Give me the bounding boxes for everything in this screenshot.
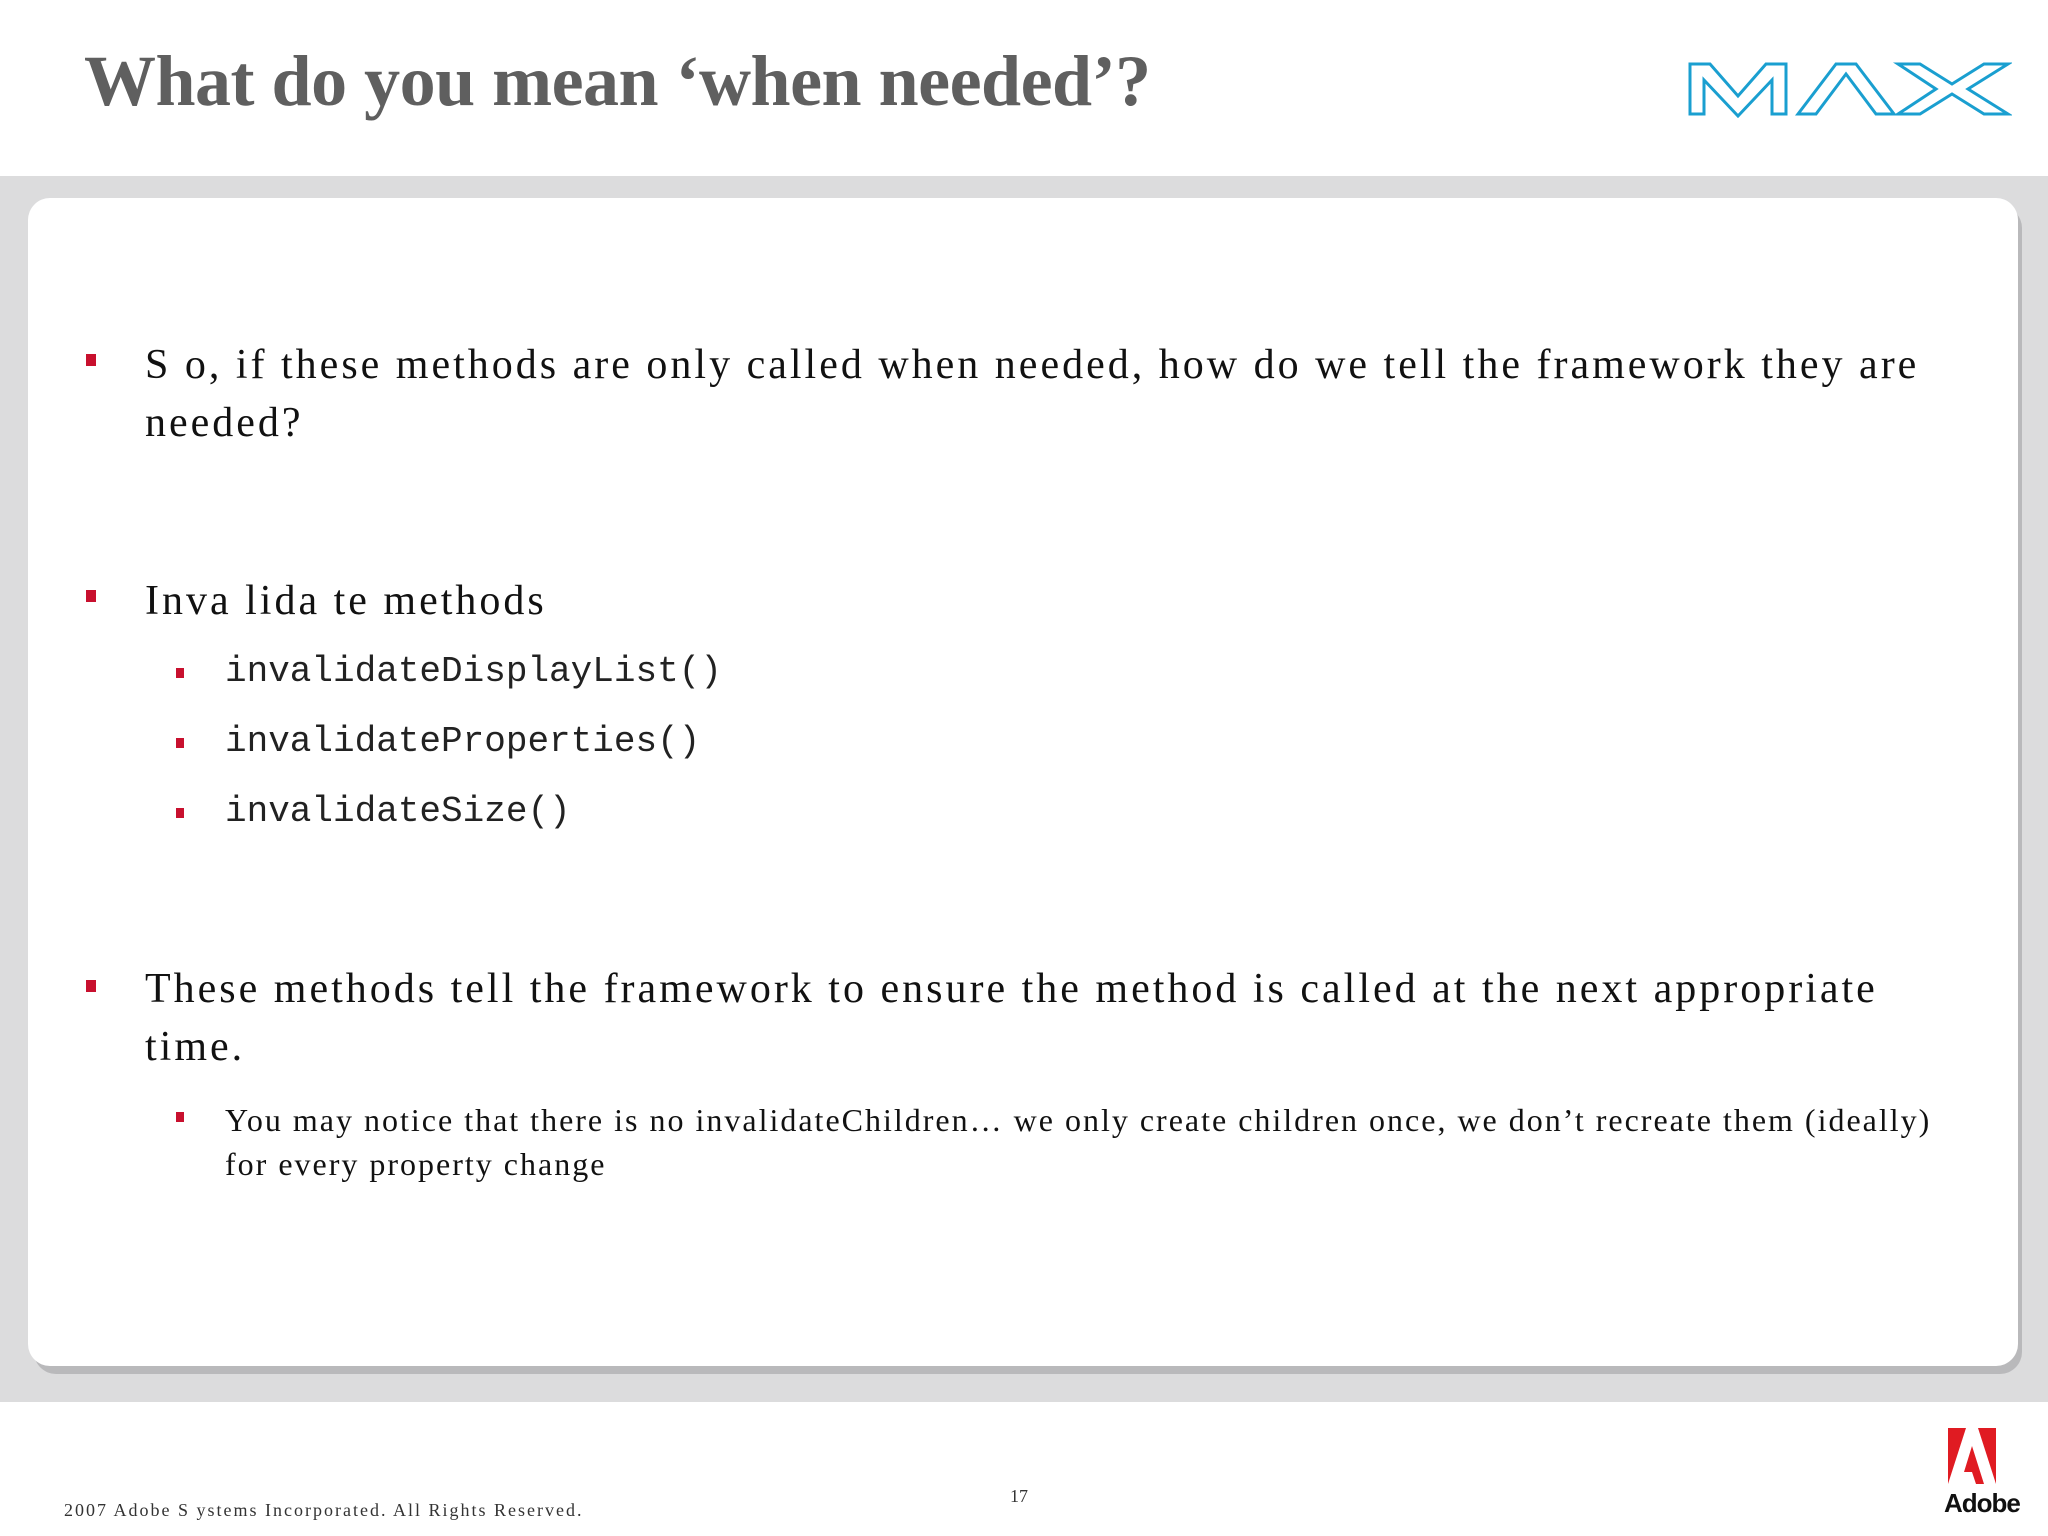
- copyright-notice: 2007 Adobe S ystems Incorporated. All Rights Reserved.: [64, 1500, 584, 1520]
- max-logo: [1686, 60, 2012, 118]
- sub-bullet-marker: [176, 1112, 184, 1122]
- code-item: invalidateDisplayList(): [225, 651, 722, 692]
- bullet-text: S o, if these methods are only called when needed, how do we tell the framework they are needed?: [145, 342, 1920, 446]
- slide-title: What do you mean ‘when needed’?: [84, 41, 1151, 121]
- code-item: invalidateSize(): [225, 791, 571, 832]
- bullet-marker: [86, 980, 96, 992]
- bullet-text: Inva lida te methods: [145, 578, 547, 624]
- adobe-wordmark: Adobe: [1944, 1488, 2020, 1518]
- bullet-text: These methods tell the framework to ensure the method is called at the next appropriate time.: [145, 966, 1878, 1070]
- bullet-marker: [86, 590, 96, 602]
- page-number: 17: [1010, 1486, 1028, 1506]
- sub-bullet-marker: [176, 738, 184, 748]
- bullet-marker: [86, 354, 96, 366]
- slide-header: [0, 0, 2048, 176]
- sub-bullet-text: You may notice that there is no invalidateChildren… we only create children once, we don’t recreate them (ideally) for every property change: [225, 1102, 1932, 1182]
- code-item: invalidateProperties(): [225, 721, 701, 762]
- sub-bullet-marker: [176, 808, 184, 818]
- adobe-logo-icon: [1948, 1428, 1996, 1484]
- sub-bullet-marker: [176, 668, 184, 678]
